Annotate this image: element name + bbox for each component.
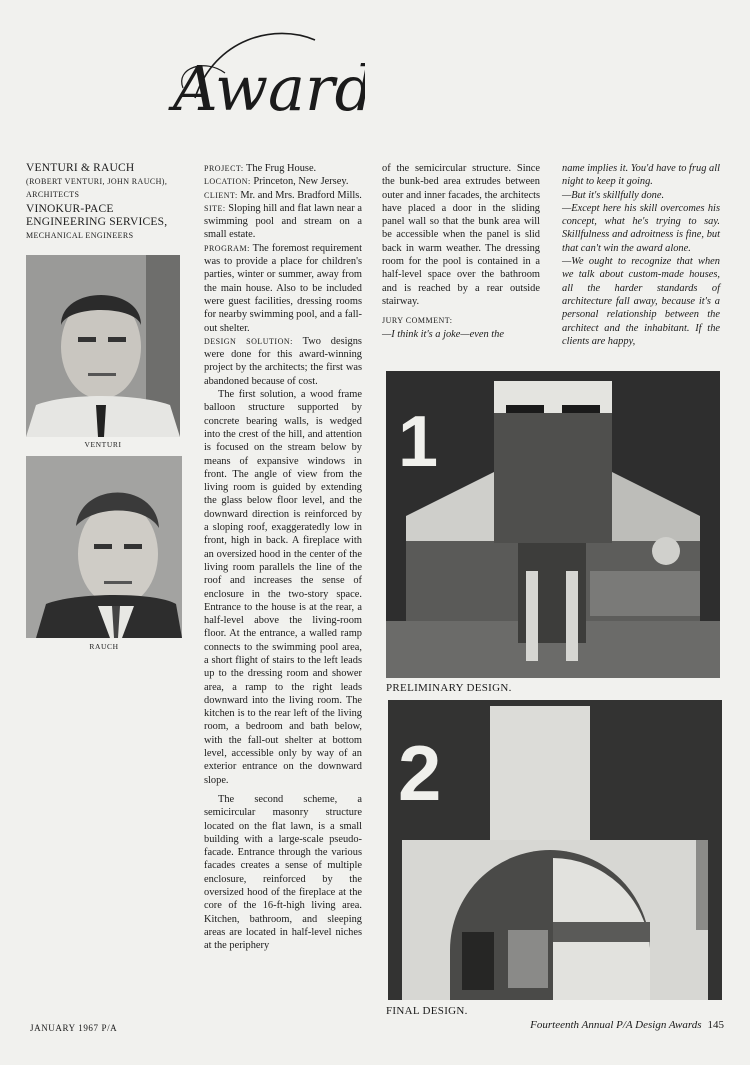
final-number: 2 — [398, 729, 442, 817]
site-label: SITE: — [204, 203, 226, 213]
final-design-caption: FINAL DESIGN. — [386, 1005, 468, 1017]
page-number: 145 — [707, 1019, 724, 1031]
credits-block — [26, 162, 196, 242]
location-label: LOCATION: — [204, 177, 251, 187]
program-value: The foremost requirement was to provide a place for children's parties, winter or summer, away from the main house. Also to be included were guest facilities, dressing rooms for nearby swimming pool, and a fall-out shelter. — [204, 242, 362, 334]
preliminary-number: 1 — [398, 402, 439, 482]
second-scheme-paragraph: The second scheme, a semicircular masonry structure located on the flat lawn, is a small building with a large-scale pseudo-facade. Entrance through the various facades creates a sense of multiple enclosure, reinforced by the oversized hood of the fireplace at the core of the 16-ft-high living area. Kitchen, bathroom, and sleeping areas are located in half-level niches at the periphery — [204, 793, 362, 952]
architect-names: (ROBERT VENTURI, JOHN RAUCH), — [26, 177, 168, 186]
jury-comment-line-4: —We ought to recognize that when we talk about custom-made houses, all the harder standards of architecture fall away, because it's a personal relationship between the architect and the inhabitant. If the clients are happy, — [562, 256, 720, 347]
final-design-photo — [388, 700, 722, 1000]
article-column-1 — [204, 162, 362, 1012]
venturi-photo — [26, 255, 180, 437]
jury-comment-line-3: —Except here his skill overcomes his concept, what he's trying to say. Skillfulness and adroitness is fine, but that can't win the award alone. — [562, 202, 720, 254]
jury-comment-line-2: —But it's skillfully done. — [562, 189, 665, 201]
project-label: PROJECT: — [204, 164, 244, 173]
client-value: Mr. and Mrs. Bradford Mills. — [240, 189, 362, 201]
architect-role: ARCHITECTS — [26, 190, 80, 199]
engineer-firm-line2: ENGINEERING SERVICES, — [26, 216, 168, 228]
program-line — [204, 242, 362, 335]
client-line — [204, 189, 362, 202]
jury-comment-label: JURY COMMENT: — [382, 316, 453, 326]
location-value: Princeton, New Jersey. — [253, 176, 349, 188]
section-title: Fourteenth Annual P/A Design Awards — [530, 1019, 702, 1031]
design-solution-line — [204, 335, 362, 388]
article-column-3 — [562, 162, 720, 348]
issue-date: JANUARY 1967 P/A — [30, 1023, 118, 1033]
venturi-caption: VENTURI — [84, 440, 122, 449]
site-value: Sloping hill and flat lawn near a swimming pool and stream on a small estate. — [204, 202, 362, 241]
column2-paragraph: of the semicircular structure. Since the bunk-bed area extrudes between outer and inner facades, the architects have placed a door in the sliding panel wall so that the bunk area will be accessible when the panel is slid back in warm weather. The dressing room for the pool is contained in a half-level space over the bathroom and is reached by a rear outside stairway. — [382, 163, 540, 307]
award-title-text: Award — [173, 52, 365, 125]
engineer-firm-line1: VINOKUR-PACE — [26, 203, 114, 215]
preliminary-design-photo — [386, 371, 720, 678]
architect-firm: VENTURI & RAUCH — [26, 162, 135, 174]
article-column-2 — [382, 162, 540, 341]
rauch-caption: RAUCH — [89, 642, 119, 651]
award-script-title — [165, 28, 365, 138]
program-label: PROGRAM: — [204, 243, 250, 253]
project-value: The Frug House. — [246, 163, 317, 174]
project-line — [204, 162, 362, 175]
location-line — [204, 175, 362, 188]
rauch-photo — [26, 456, 182, 638]
jury-comment-line-1: name implies it. You'd have to frug all night to keep it going. — [562, 163, 720, 188]
client-label: CLIENT: — [204, 190, 238, 200]
preliminary-design-caption: PRELIMINARY DESIGN. — [386, 682, 512, 694]
site-line — [204, 202, 362, 242]
first-solution-paragraph: The first solution, a wood frame balloon structure supported by concrete bearing walls, is wedged into the crest of the hill, and attention is focused on the stream below by means of expansive windows in front. The angle of view from the living room is guided by extending the glass below floor level, and the downward direction is reinforced by a sloping roof, exaggeratedly low in front, high in back. A fireplace with an oversized hood in the center of the living room parallels the line of the roof and increases the sense of enclosure in the two-story space. Entrance to the house is at the rear, a half-level above the living-room floor. At the entrance, a walled ramp connects to the swimming pool area, a short flight of stairs to the left leads up to the dressing room and shower area, a ramp to the right leads downward into the living room. The kitchen is to the rear left of the living room, a bedroom and bath below, with the fall-out shelter at bottom level, accessible only by way of an exterior entrance on the downward slope. — [204, 389, 362, 786]
design-solution-value: Two designs were done for this award-winning project by the architects; the first was abandoned because of cost. — [204, 335, 362, 387]
design-solution-label: DESIGN SOLUTION: — [204, 336, 293, 346]
engineer-role: MECHANICAL ENGINEERS — [26, 231, 134, 240]
jury-comment-start: —I think it's a joke—even the — [382, 328, 504, 340]
award-title — [165, 28, 365, 138]
footer-section — [530, 1019, 724, 1031]
